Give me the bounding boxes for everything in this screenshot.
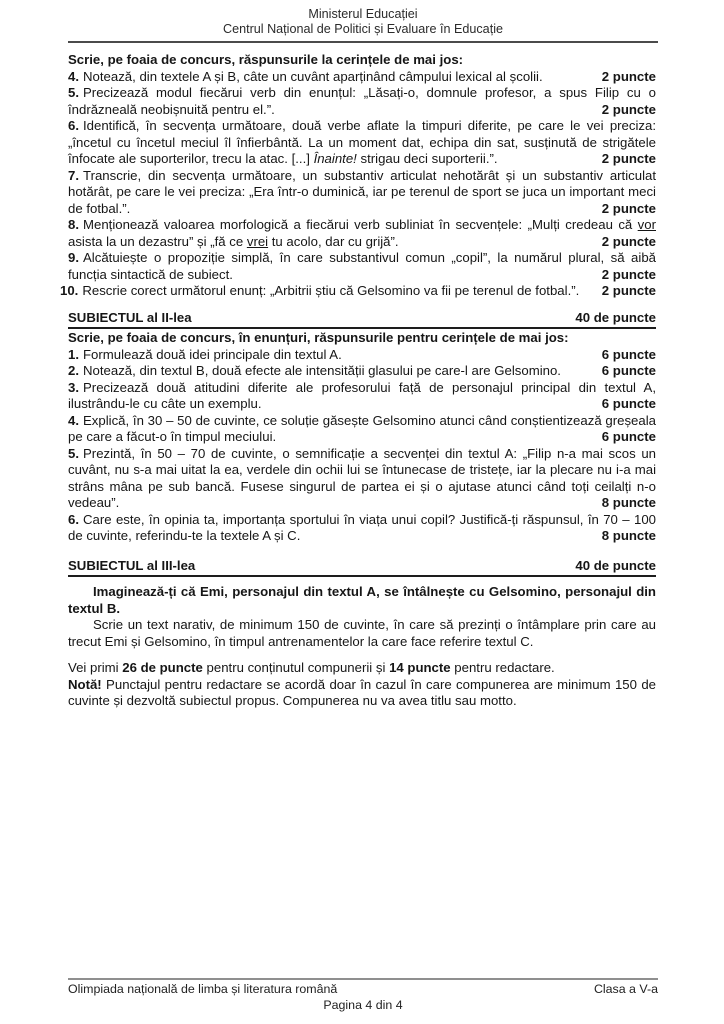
text-run: Vei primi [68, 660, 123, 675]
item-points: 2 puncte [601, 200, 656, 216]
subject-3-section [68, 584, 656, 650]
item-points: 8 puncte [601, 528, 656, 543]
item-number: 1. [68, 346, 79, 362]
exam-item [68, 217, 656, 250]
text-run: Scrie un text narativ, de minimum 150 de cuvinte, în care să prezinți o întâmplare prin care au trecut Emi și Gelsomino, în timpul antrenamentelor la care face referire textul C. [68, 617, 656, 649]
item-number: 3. [68, 379, 79, 395]
text-run: Identifică, în secvența următoare, două verbe aflate la timpuri diferite, pe care le vei preciza: „încetul cu încetul meciul îl înfierbântă. La un moment dat, echipa din sat, susținută de strigătele înfocate ale suporterilor, trecu la atac. [...] [68, 118, 656, 166]
exam-item [68, 118, 656, 168]
subject-1-intro: Scrie, pe foaia de concurs, răspunsurile la cerințele de mai jos: [68, 52, 464, 67]
text-run: Notează, din textele A și B, câte un cuvânt aparținând câmpului lexical al școlii. [83, 68, 543, 84]
text-run: Imaginează-ți că Emi, personajul din textul A, se întâlnește cu Gelsomino, personajul din textul B. [68, 584, 656, 616]
item-points: 6 puncte [601, 396, 656, 411]
text-run: Punctajul pentru redactare se acordă doar în cazul în care compunerea are minimum 150 de cuvinte și dezvoltă subiectul propus. Compunerea nu va avea titlu sau motto. [68, 676, 656, 708]
item-number: 8. [68, 217, 79, 232]
item-number: 4. [68, 412, 79, 428]
text-run: Precizează modul fiecărui verb din enunțul: „Lăsați-o, domnule profesor, a spus Filip cu o îndrăzneală neobișnuită pentru el.”. [68, 85, 656, 117]
text-run: Alcătuiește o propoziție simplă, în care substantivul comun „copil”, la numărul plural, să aibă funcția sintactică de subiect. [68, 250, 656, 282]
item-number: 5. [68, 445, 79, 461]
text-run: Transcrie, din secvența următoare, un substantiv articulat nehotărât și un substantiv articulat hotărât, pe care le vei preciza: „Era într-o duminică, iar pe terenul de sport se juca un important meci de fotbal.”. [68, 167, 656, 216]
item-number: 7. [68, 167, 79, 183]
footer-grade-level: Clasa a V-a [593, 982, 658, 996]
item-number: 10. [60, 283, 79, 298]
subject-2-points: 40 de puncte [575, 309, 656, 325]
text-run: Care este, în opinia ta, importanța sportului în viața unui copil? Justifică-ți răspunsul, în 70 – 100 de cuvinte, referindu-te la textele A și C. [68, 511, 656, 543]
subject-2-title: SUBIECTUL al II-lea [68, 309, 192, 325]
exam-item [60, 283, 656, 300]
text-run: Rescrie corect următorul enunț: „Arbitrii știu că Gelsomino va fii pe terenul de fotbal.”. [82, 283, 580, 298]
item-points: 2 puncte [601, 283, 656, 298]
item-points: 2 puncte [601, 68, 656, 84]
text-run: Prezintă, în 50 – 70 de cuvinte, o semnificație a secvenței din textul A: „Filip n-a mai scos un cuvânt, nu s-a mai uitat la ea, verdele din ochii lui se întunecase de tristețe, iar la plecare nu i-a mai strâns mâna pe sub bancă. Fusese singurul de partea ei și o ajutase atunci când toți ceilalți n-o vedeau”. [68, 445, 656, 510]
item-number: 6. [68, 511, 79, 527]
exam-item [68, 413, 656, 446]
exam-item [68, 250, 656, 283]
item-number: 2. [68, 363, 79, 378]
item-points: 2 puncte [601, 233, 656, 249]
text-run: pentru conținutul compunerii și [202, 660, 390, 675]
subject-1-section [60, 52, 656, 300]
exam-item [68, 168, 656, 218]
paragraph [68, 677, 656, 710]
exam-item [68, 69, 656, 86]
text-run: asista la un dezastru” și „fă ce [68, 233, 247, 249]
page-header [68, 0, 658, 43]
exam-item [68, 446, 656, 512]
text-run: Notează, din textul B, două efecte ale intensității glasului pe care-l are Gelsomino. [83, 363, 561, 378]
notes-section [68, 660, 656, 710]
subject-3-title: SUBIECTUL al III-lea [68, 557, 196, 573]
text-run: vor [637, 217, 656, 232]
exam-item [68, 363, 656, 380]
text-run: strigau deci suporterii.”. [356, 151, 498, 166]
subject-2-heading [68, 310, 656, 330]
text-run: Explică, în 30 – 50 de cuvinte, ce soluție găsește Gelsomino atunci când conștientizează greșeala pe care a făcut-o în timpul meciului. [68, 412, 656, 444]
exam-item [68, 512, 656, 545]
subject-2-intro: Scrie, pe foaia de concurs, în enunțuri, răspunsurile pentru cerințele de mai jos: [68, 330, 569, 345]
text-run: pentru redactare. [450, 660, 555, 675]
text-run: Formulează două idei principale din textul A. [83, 346, 342, 362]
institution-line: Centrul Național de Politici și Evaluare în Educație [222, 22, 503, 36]
item-points: 6 puncte [601, 429, 656, 444]
item-points: 6 puncte [601, 346, 656, 362]
text-run: 14 puncte [389, 660, 451, 675]
item-number: 6. [68, 118, 79, 133]
subject-2-section [68, 330, 656, 545]
paragraph [68, 660, 656, 677]
subject-1-items [60, 68, 656, 300]
item-points: 8 puncte [601, 495, 656, 510]
exam-item [68, 380, 656, 413]
item-number: 5. [68, 85, 79, 100]
text-run: vrei [246, 233, 269, 249]
paragraph [68, 584, 656, 617]
text-run: Menționează valoarea morfologică a fiecărui verb subliniat în secvențele: „Mulți credeau că [83, 217, 638, 232]
item-number: 4. [68, 68, 79, 84]
subject-2-items [68, 347, 656, 545]
item-points: 2 puncte [601, 101, 656, 117]
item-points: 6 puncte [601, 363, 656, 378]
exam-item [68, 85, 656, 118]
text-run: Notă! [68, 676, 102, 692]
footer-row [68, 982, 658, 998]
item-points: 2 puncte [601, 151, 656, 166]
text-run: Precizează două atitudini diferite ale profesorului față de personajul principal din textul A, ilustrându-le cu câte un exemplu. [68, 379, 656, 411]
footer-page-number: Pagina 4 din 4 [323, 997, 403, 1012]
subject-3-heading [68, 558, 656, 578]
item-number: 9. [68, 250, 79, 265]
text-run: Înainte! [313, 151, 357, 166]
ministry-line: Ministerul Educației [308, 7, 418, 21]
page-footer [68, 978, 658, 1013]
text-run: 26 de puncte [122, 660, 203, 675]
footer-competition-name: Olimpiada națională de limba și literatura română [68, 982, 338, 996]
text-run: tu acolo, dar cu grijă”. [268, 233, 399, 249]
paragraph [68, 617, 656, 650]
item-points: 2 puncte [601, 266, 656, 282]
exam-item [68, 347, 656, 364]
subject-3-points: 40 de puncte [575, 557, 656, 573]
